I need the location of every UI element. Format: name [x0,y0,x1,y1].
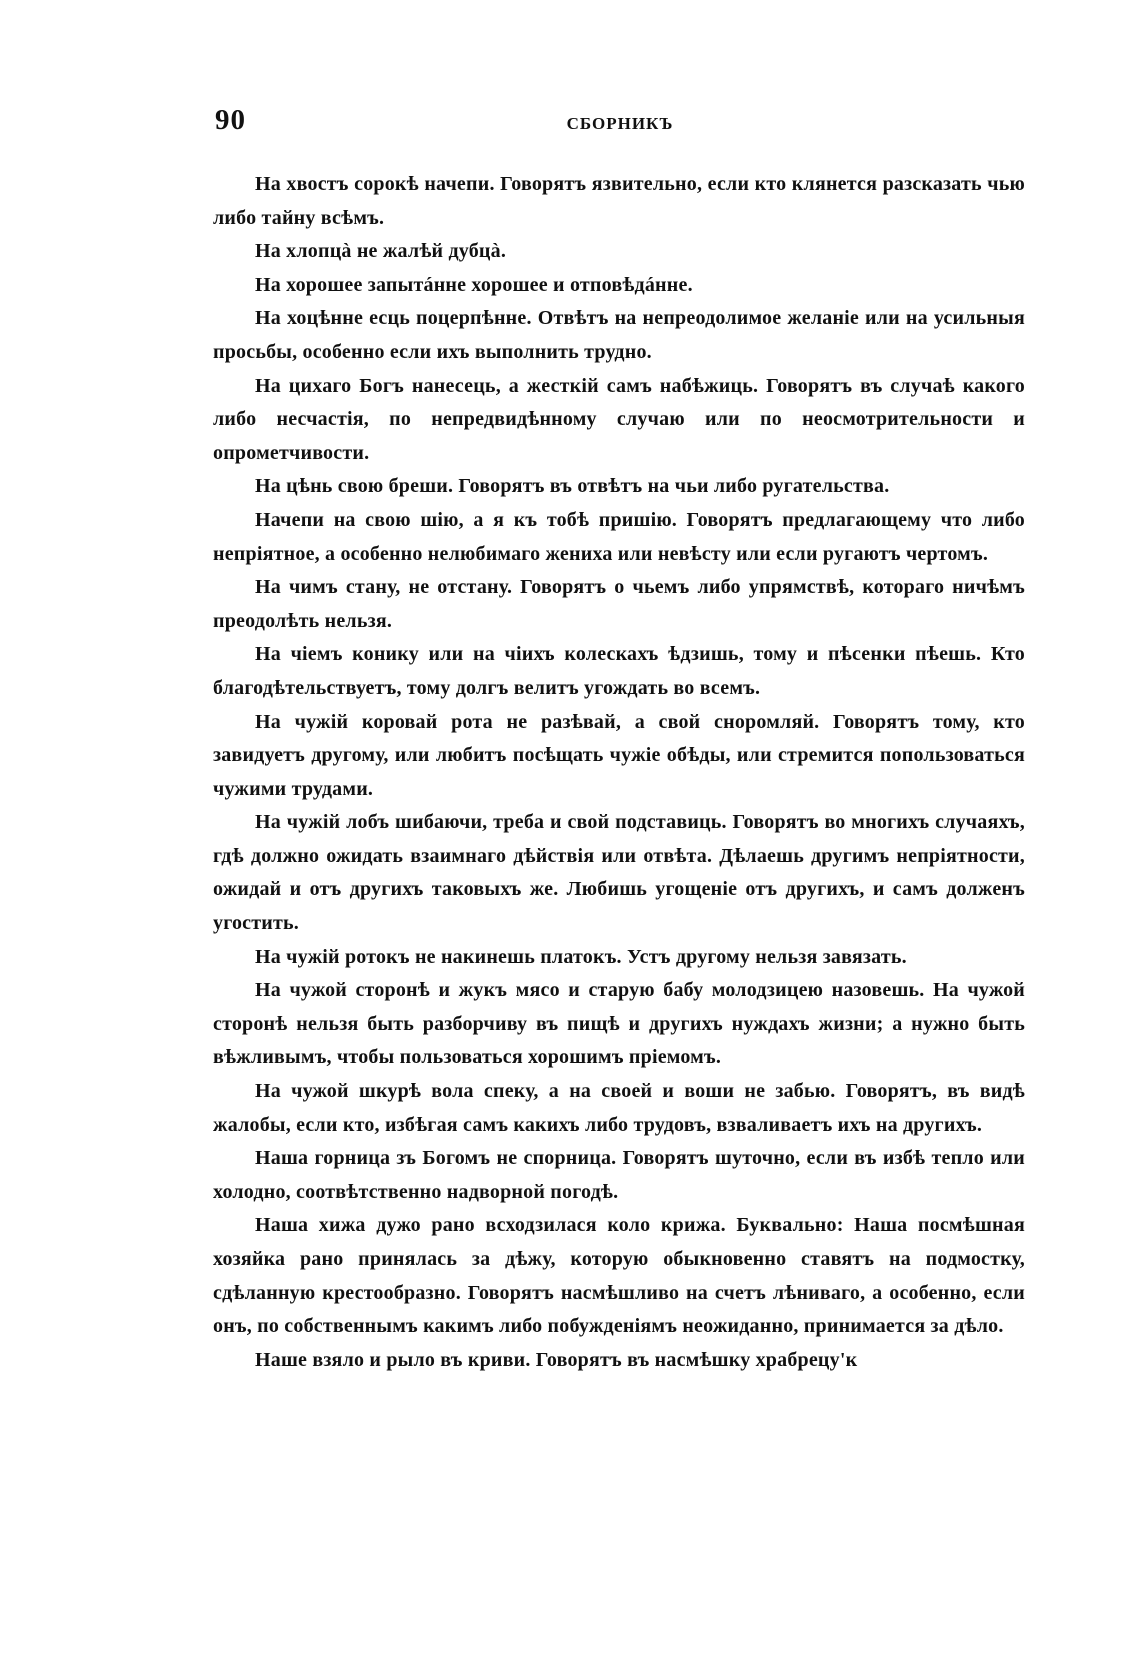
proverb-entry: На чужій коровай рота не разѣвай, а свой сноромляй. Говорятъ тому, кто завидуетъ другому, или любитъ посѣщать чужіе обѣды, или стремится попользоваться чужими трудами. [213,710,1025,800]
proverb-entry: Наша хижа дужо рано всходзилася коло крижа. Буквально: Наша посмѣшная хозяйка рано принялась за дѣжу, которую обыкновенно ставятъ на подмостку, сдѣланную крестообразно. Говорятъ насмѣшливо на счетъ лѣниваго, а особенно, если онъ, по собственнымъ какимъ либо побужденіямъ неожиданно, принимается за дѣло. [213,1214,1025,1338]
proverb-entry: На хвостъ сорокѣ начепи. Говорятъ язвительно, если кто клянется разсказать чью либо тайну всѣмъ. [213,173,1025,229]
page-number: 90 [215,104,246,136]
proverb-entry: На чужой шкурѣ вола спеку, а на своей и воши не забью. Говорятъ, въ видѣ жалобы, если кто, избѣгая самъ какихъ либо трудовъ, взваливаетъ ихъ на другихъ. [213,1080,1025,1136]
proverb-entry: На хлопцà не жалѣй дубцà. [255,240,507,263]
proverb-entry: На чужій ротокъ не накинешь платокъ. Устъ другому нельзя завязать. [255,945,907,968]
proverb-entry: На чужой сторонѣ и жукъ мясо и старую бабу молодзицею назовешь. На чужой сторонѣ нельзя быть разборчиву въ пищѣ и другихъ нуждахъ жизни; а нужно быть вѣжливымъ, чтобы пользоваться хорошимъ пріемомъ. [213,979,1025,1069]
proverb-entry: На чіемъ конику или на чіихъ колескахъ ѣдзишь, тому и пѣсенки пѣешь. Кто благодѣтельствуетъ, тому долгъ велитъ угождать во всемъ. [213,643,1025,699]
proverb-entry: На цихаго Богъ нанесець, а жесткій самъ набѣжиць. Говорятъ въ случаѣ какого либо несчастія, по непредвидѣнному случаю или по неосмотрительности и опрометчивости. [213,374,1025,464]
proverb-entry: На чимъ стану, не отстану. Говорятъ о чьемъ либо упрямствѣ, котораго ничѣмъ преодолѣть нельзя. [213,576,1025,632]
proverb-entry: Начепи на свою шію, а я къ тобѣ пришію. Говорятъ предлагающему что либо непріятное, а особенно нелюбимаго жениха или невѣсту или если ругаютъ чертомъ. [213,508,1025,565]
proverb-list [213,168,1025,1377]
proverb-entry: На цѣнь свою бреши. Говорятъ въ отвѣтъ на чьи либо ругательства. [255,475,890,498]
page-header [215,104,1025,144]
proverb-entry: На хоцѣнне есць поцерпѣнне. Отвѣтъ на непреодолимое желаніе или на усильныя просьбы, особенно если ихъ выполнить трудно. [213,307,1025,363]
proverb-entry: На чужій лобъ шибаючи, треба и свой подставиць. Говорятъ во многихъ случаяхъ, гдѣ должно ожидать взаимнаго дѣйствія или отвѣта. Дѣлаешь другимъ непріятности, ожидай и отъ другихъ таковыхъ же. Любишь угощеніе отъ другихъ, и самъ долженъ угостить. [213,811,1025,935]
running-title: СБОРНИКЪ [566,114,674,133]
proverb-entry: На хорошее запытáнне хорошее и отповѣдáнне. [255,273,693,296]
proverb-entry: Наше взяло и рыло въ криви. Говорятъ въ насмѣшку храбрецу'к [255,1348,858,1371]
proverb-entry: Наша горница зъ Богомъ не спорница. Говорятъ шуточно, если въ избѣ тепло или холодно, соотвѣтственно надворной погодѣ. [213,1147,1025,1203]
